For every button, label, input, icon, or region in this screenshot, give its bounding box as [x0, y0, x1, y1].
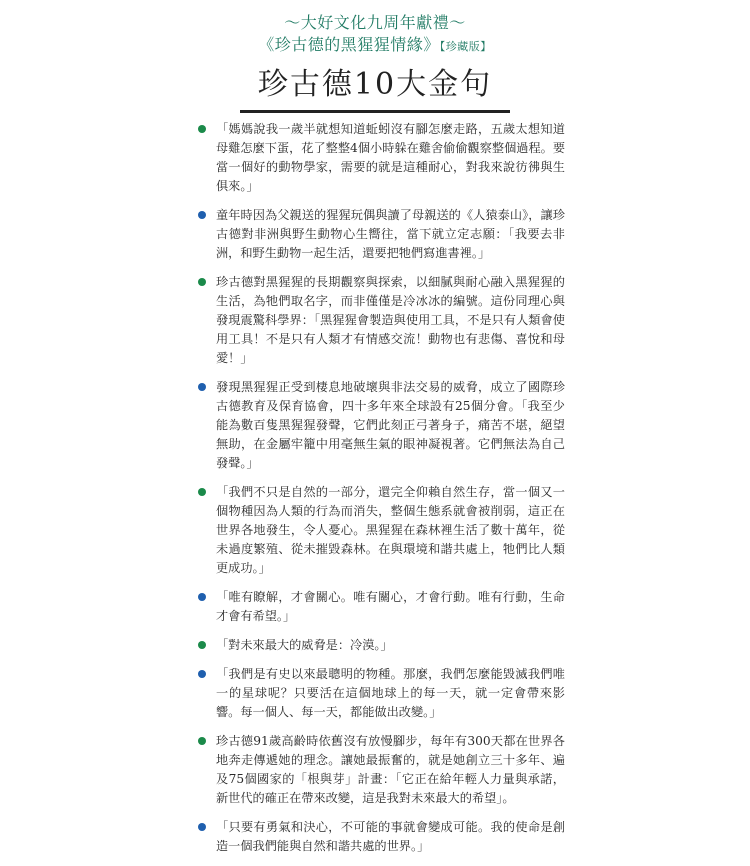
bullet-dot-icon	[198, 383, 206, 391]
quote-text: 珍古德對黑猩猩的長期觀察與探索，以細膩與耐心融入黑猩猩的生活，為牠們取名字，而非僅僅是冷冰冰的編號。這份同理心與發現震驚科學界：「黑猩猩會製造與使用工具，不是只有人類會使用工具！不是只有人類才有情感交流！動物也有悲傷、喜悅和母愛！」	[216, 275, 565, 365]
quote-list	[195, 120, 565, 866]
bullet-dot-icon	[198, 641, 206, 649]
edition-label: 【珍藏版】	[439, 40, 492, 53]
quote-text: 「只要有勇氣和決心，不可能的事就會變成可能。我的使命是創造一個我們能與自然和諧共處的世界。」	[216, 820, 565, 853]
quote-item	[195, 273, 565, 368]
title-underline	[240, 110, 510, 113]
quote-text: 「我們不只是自然的一部分，還完全仰賴自然生存，當一個又一個物種因為人類的行為而消失，整個生態系就會被削弱，這正在世界各地發生，令人憂心。黑猩猩在森林裡生活了數十萬年，從未過度繁殖、從未摧毀森林。在與環境和諧共處上，牠們比人類更成功。」	[216, 485, 565, 575]
quote-text: 「唯有瞭解，才會關心。唯有關心，才會行動。唯有行動，生命才會有希望。」	[216, 590, 565, 623]
quote-item	[195, 665, 565, 722]
quote-item	[195, 588, 565, 626]
quote-text: 「我們是有史以來最聰明的物種。那麼，我們怎麼能毀滅我們唯一的星球呢？只要活在這個地球上的每一天，就一定會帶來影響。每一個人、每一天，都能做出改變。」	[216, 667, 565, 719]
page-header	[0, 12, 750, 113]
anniversary-line	[0, 12, 750, 34]
bullet-dot-icon	[198, 593, 206, 601]
quote-item	[195, 732, 565, 808]
bullet-dot-icon	[198, 488, 206, 496]
quote-item	[195, 120, 565, 196]
quote-item	[195, 206, 565, 263]
quote-text: 發現黑猩猩正受到棲息地破壞與非法交易的威脅，成立了國際珍古德教育及保育協會，四十多年來全球設有25個分會。「我至少能為數百隻黑猩猩發聲，它們此刻正弓著身子，痛苦不堪，絕望無助，在金屬牢籠中用毫無生氣的眼神凝視著。它們無法為自己發聲。」	[216, 380, 565, 470]
bullet-dot-icon	[198, 125, 206, 133]
quote-item	[195, 818, 565, 856]
quote-item	[195, 378, 565, 473]
quote-text: 「對未來最大的威脅是：冷漠。」	[216, 638, 393, 652]
quote-text: 童年時因為父親送的猩猩玩偶與讀了母親送的《人猿泰山》，讓珍古德對非洲與野生動物心生嚮往，當下就立定志願：「我要去非洲，和野生動物一起生活，還要把牠們寫進書裡。」	[216, 208, 565, 260]
bullet-dot-icon	[198, 823, 206, 831]
bullet-dot-icon	[198, 670, 206, 678]
book-title: 《珍古德的黑猩猩情緣》	[258, 35, 440, 54]
quote-text: 珍古德91歲高齡時依舊沒有放慢腳步，每年有300天都在世界各地奔走傳遞她的理念。讓她最振奮的，就是她創立三十多年、遍及75個國家的「根與芽」計畫：「它正在給年輕人力量與承諾，新世代的確正在帶來改變，這是我對未來最大的希望」。	[216, 734, 565, 805]
anniversary-text: 〜大好文化九周年獻禮〜	[284, 13, 466, 32]
book-title-line	[0, 34, 750, 58]
bullet-dot-icon	[198, 737, 206, 745]
page-title: 珍古德10大金句	[257, 67, 493, 102]
quote-item	[195, 636, 565, 655]
bullet-dot-icon	[198, 278, 206, 286]
bullet-dot-icon	[198, 211, 206, 219]
quote-item	[195, 483, 565, 578]
quote-text: 「媽媽說我一歲半就想知道蚯蚓沒有腳怎麼走路，五歲太想知道母雞怎麼下蛋，花了整整4個小時躲在雞舍偷偷觀察整個過程。要當一個好的動物學家，需要的就是這種耐心，對我來說彷彿與生俱來。」	[216, 122, 566, 193]
